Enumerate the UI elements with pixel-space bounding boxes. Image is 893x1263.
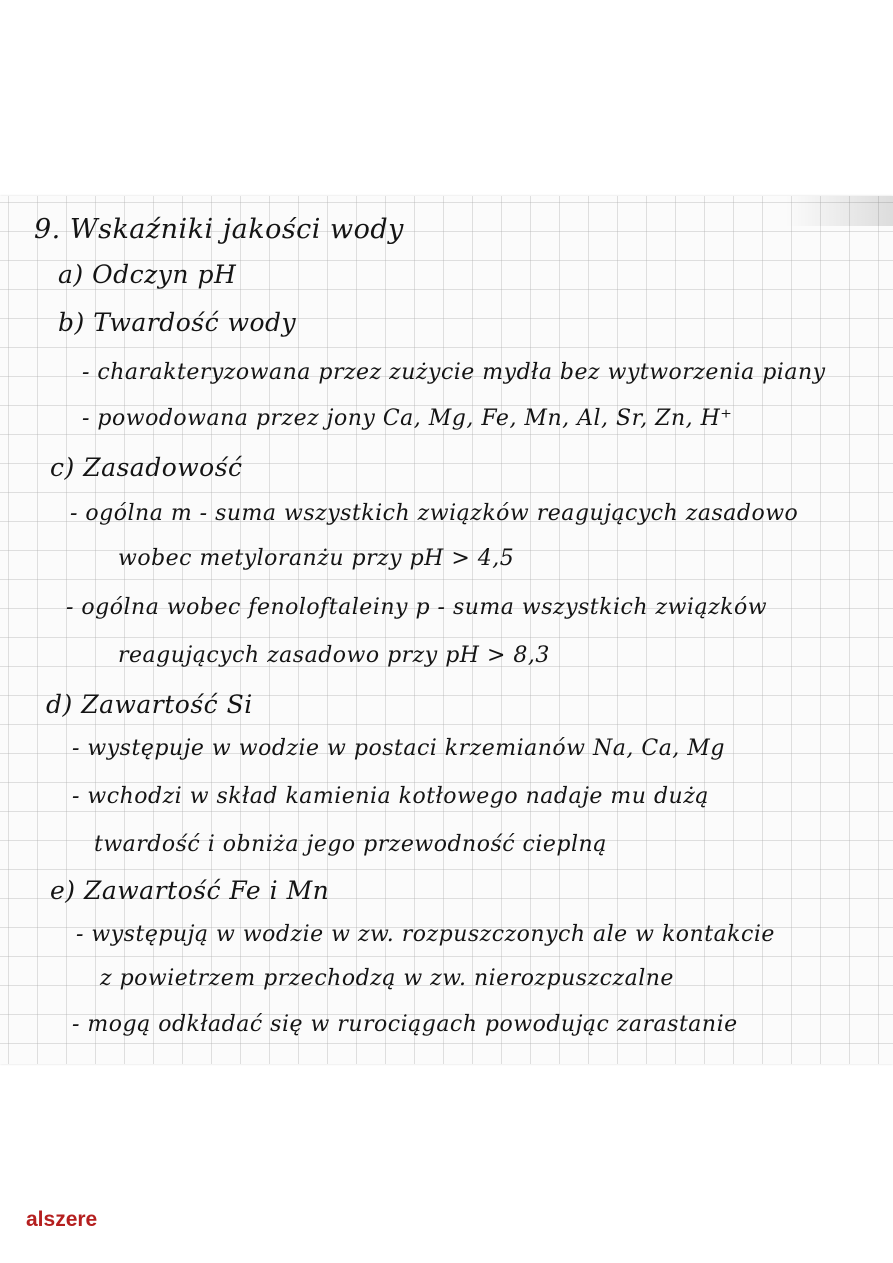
section-d-item: - wchodzi w skład kamienia kotłowego nadaje mu dużą bbox=[72, 784, 709, 809]
section-e-item-continuation: z powietrzem przechodzą w zw. nierozpuszczalne bbox=[100, 966, 674, 991]
notes-heading: 9. Wskaźniki jakości wody bbox=[34, 214, 404, 245]
section-b-item: - charakteryzowana przez zużycie mydła bez wytworzenia piany bbox=[82, 360, 826, 385]
section-c-item-continuation: wobec metyloranżu przy pH > 4,5 bbox=[118, 546, 515, 571]
section-a-title: a) Odczyn pH bbox=[58, 260, 237, 289]
section-c-item: - ogólna wobec fenoloftaleiny p - suma wszystkich związków bbox=[66, 595, 768, 620]
section-e-item: - mogą odkładać się w rurociągach powodując zarastanie bbox=[72, 1012, 738, 1037]
section-b-title: b) Twardość wody bbox=[58, 308, 297, 337]
section-d-item: - występuje w wodzie w postaci krzemianów Na, Ca, Mg bbox=[72, 736, 725, 761]
paper-edge-shadow bbox=[773, 196, 893, 226]
section-c-title: c) Zasadowość bbox=[50, 453, 243, 482]
section-d-item-continuation: twardość i obniża jego przewodność cieplną bbox=[94, 832, 607, 857]
section-c-item: - ogólna m - suma wszystkich związków reagujących zasadowo bbox=[70, 501, 799, 526]
watermark-logo: alszere bbox=[26, 1208, 98, 1231]
section-c-item-continuation: reagujących zasadowo przy pH > 8,3 bbox=[118, 643, 550, 668]
section-b-item: - powodowana przez jony Ca, Mg, Fe, Mn, Al, Sr, Zn, H⁺ bbox=[82, 406, 733, 431]
section-e-title: e) Zawartość Fe i Mn bbox=[50, 876, 330, 905]
section-e-item: - występują w wodzie w zw. rozpuszczonych ale w kontakcie bbox=[76, 922, 775, 947]
section-d-title: d) Zawartość Si bbox=[46, 690, 253, 719]
